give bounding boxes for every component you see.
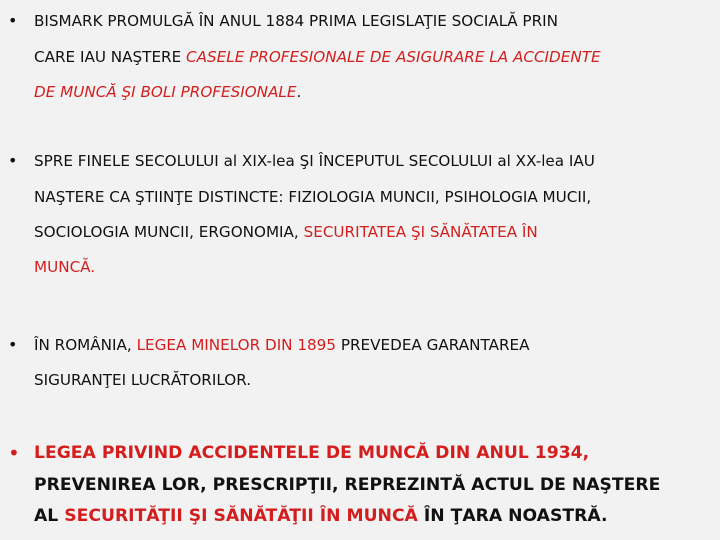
- bullet-4-line-2: [34, 475, 660, 495]
- bullet-4-line-3: [34, 506, 607, 526]
- bullet-4-comma: ,: [582, 443, 590, 463]
- bullet-2-line-4: [34, 258, 95, 276]
- bullet-2-highlight-1: SECURITATEA ŞI SĂNĂTATEA ÎN: [303, 223, 538, 241]
- bullet-dot: •: [8, 151, 18, 170]
- bullet-1-line-3: [34, 83, 301, 101]
- bullet-2-text-2: NAŞTERE CA ŞTIINŢE DISTINCTE: FIZIOLOGIA MUNCII, PSIHOLOGIA MUCII,: [34, 188, 592, 206]
- bullet-3-text-2: SIGURANŢEI LUCRĂTORILOR.: [34, 371, 252, 389]
- bullet-1-text-2a: CARE IAU NAŞTERE: [34, 48, 187, 66]
- bullet-4-highlight-2: SECURITĂŢII ŞI SĂNĂTĂŢII ÎN MUNCĂ: [64, 506, 418, 526]
- bullet-3-line-1: [34, 336, 530, 354]
- bullet-1-highlight-1: CASELE PROFESIONALE DE ASIGURARE LA ACCIDENTE: [186, 48, 601, 66]
- bullet-2-line-2: [34, 188, 591, 206]
- bullet-3-highlight: LEGEA MINELOR DIN 1895: [136, 336, 337, 354]
- bullet-2-highlight-2: MUNCĂ.: [34, 258, 96, 276]
- bullet-3-text-1a: ÎN ROMÂNIA,: [34, 336, 137, 354]
- bullet-3-text-1c: PREVEDEA GARANTAREA: [336, 336, 530, 354]
- bullet-2-line-1: [34, 152, 595, 170]
- bullet-1-text-1: BISMARK PROMULGĂ ÎN ANUL 1884 PRIMA LEGISLAŢIE SOCIALĂ PRIN: [34, 12, 558, 30]
- bullet-4-text-3a: AL: [34, 506, 65, 526]
- bullet-4-text-2: PREVENIREA LOR, PRESCRIPŢII, REPREZINTĂ ACTUL DE NAŞTERE: [34, 475, 661, 495]
- bullet-3-line-2: [34, 371, 251, 389]
- bullet-dot: •: [8, 335, 18, 354]
- bullet-2-line-3: [34, 223, 538, 241]
- bullet-dot-red: •: [8, 441, 20, 465]
- bullet-4-line-1: [34, 443, 589, 463]
- bullet-1-line-1: [34, 12, 558, 30]
- bullet-1-period: .: [296, 83, 302, 101]
- bullet-4-text-3c: ÎN ŢARA NOASTRĂ.: [417, 506, 608, 526]
- bullet-dot: •: [8, 11, 18, 30]
- bullet-2-text-3a: SOCIOLOGIA MUNCII, ERGONOMIA,: [34, 223, 304, 241]
- bullet-1-line-2: [34, 48, 601, 66]
- bullet-1-highlight-2: DE MUNCĂ ŞI BOLI PROFESIONALE: [34, 83, 297, 101]
- bullet-2-text-1: SPRE FINELE SECOLULUI al XIX-lea ŞI ÎNCEPUTUL SECOLULUI al XX-lea IAU: [34, 152, 595, 170]
- bullet-4-highlight-1: LEGEA PRIVIND ACCIDENTELE DE MUNCĂ DIN ANUL 1934: [34, 443, 583, 463]
